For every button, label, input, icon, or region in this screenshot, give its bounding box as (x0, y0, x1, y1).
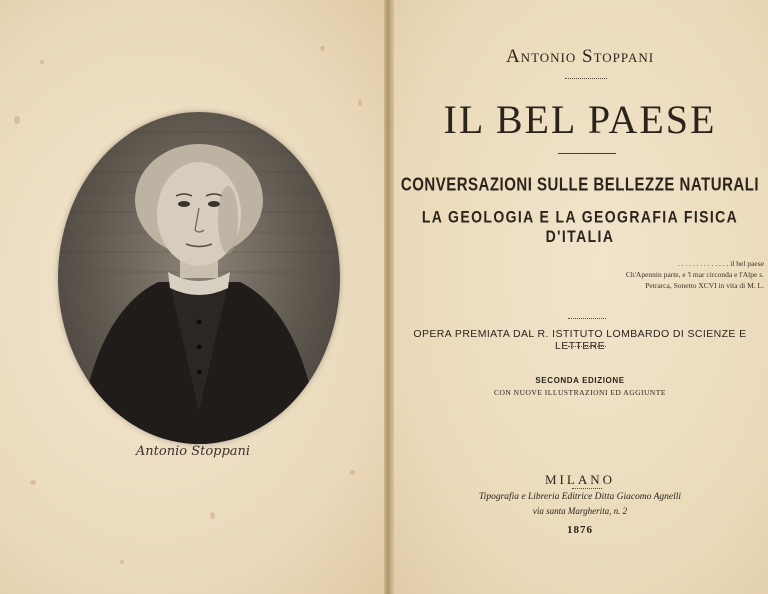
ornament-divider (565, 78, 607, 83)
subtitle-line-1: CONVERSAZIONI SULLE BELLEZZE NATURALI (400, 174, 760, 196)
portrait-figure (58, 112, 340, 444)
foxing-spot (40, 60, 44, 64)
edition-note: CON NUOVE ILLUSTRAZIONI ED AGGIUNTE (493, 388, 667, 397)
epigraph-line-2: Ch'Apennin parte, e 'l mar circonda e l'Alpe s. (625, 270, 764, 279)
right-page (392, 0, 768, 594)
publisher-address: via santa Margherita, n. 2 (532, 506, 628, 516)
publication-year: 1876 (567, 524, 593, 536)
epigraph (584, 258, 764, 291)
book-gutter (384, 0, 394, 594)
ornament-divider (568, 318, 606, 319)
book-title: IL BEL PAESE (443, 97, 717, 142)
subtitle-line-2: LA GEOLOGIA E LA GEOGRAFIA FISICA D'ITALIA (421, 207, 739, 246)
epigraph-line-3: Petrarca, Sonetto XCVI in vita di M. L. (645, 281, 764, 290)
foxing-spot (320, 46, 325, 51)
ornament-divider (568, 346, 606, 347)
foxing-spot (120, 560, 124, 564)
foxing-spot (30, 480, 36, 485)
edition-label: SECONDA EDIZIONE (535, 376, 625, 385)
epigraph-line-1: . . . . . . . . . . . . . . il bel paese (677, 259, 764, 268)
foxing-spot (14, 116, 20, 124)
title-rule (558, 153, 616, 154)
foxing-spot (350, 470, 355, 475)
ornament-divider (572, 488, 602, 489)
portrait-engraving (58, 112, 340, 444)
author-name: Antonio Stoppani (505, 46, 655, 67)
publisher-name: Tipografia e Libreria Editrice Ditta Giacomo Agnelli (478, 492, 682, 502)
publication-city: MILANO (545, 472, 615, 487)
foxing-spot (358, 100, 362, 106)
foxing-spot (210, 512, 215, 519)
award-line: OPERA PREMIATA DAL R. ISTITUTO LOMBARDO DI SCIENZE E LETTERE (413, 328, 747, 352)
portrait-caption: Antonio Stoppani (135, 444, 251, 459)
